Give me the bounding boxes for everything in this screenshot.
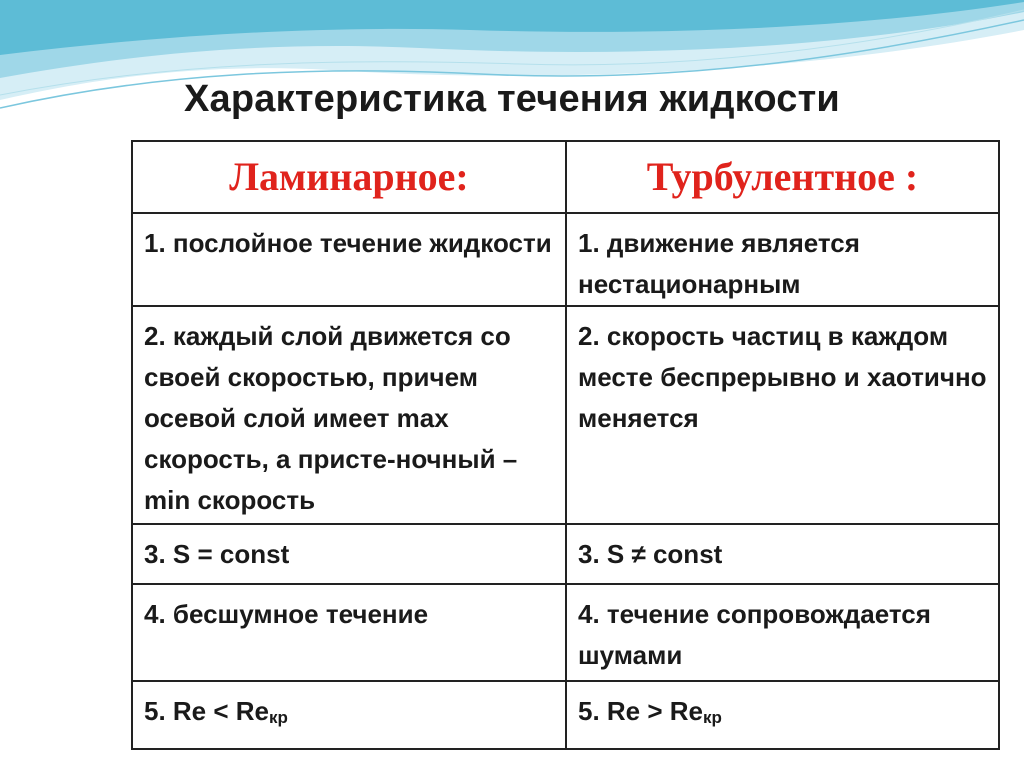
- header-laminar: Ламинарное:: [132, 141, 566, 213]
- page-title: Характеристика течения жидкости: [184, 78, 840, 120]
- reynolds-laminar-text: 5. Re < Re: [144, 696, 270, 726]
- cell-turbulent-4: 4. течение сопровождается шумами: [566, 584, 999, 681]
- cell-turbulent-5: [566, 681, 999, 749]
- cell-laminar-4: 4. бесшумное течение: [132, 584, 566, 681]
- cell-turbulent-3: 3. S ≠ const: [566, 524, 999, 584]
- reynolds-turbulent-subscript: кр: [703, 708, 722, 727]
- cell-laminar-1: 1. послойное течение жидкости: [132, 213, 566, 306]
- reynolds-turbulent-text: 5. Re > Re: [578, 696, 704, 726]
- table-row: [132, 681, 999, 749]
- table-header-row: [132, 141, 999, 213]
- cell-laminar-2: 2. каждый слой движется со своей скоростью, причем осевой слой имеет max скорость, а присте-ночный – min скорость: [132, 306, 566, 524]
- comparison-table: [131, 140, 1000, 750]
- cell-turbulent-2: 2. скорость частиц в каждом месте беспрерывно и хаотично меняется: [566, 306, 999, 524]
- header-turbulent: Турбулентное :: [566, 141, 999, 213]
- reynolds-laminar-subscript: кр: [269, 708, 288, 727]
- table-row: [132, 306, 999, 524]
- table-row: [132, 524, 999, 584]
- cell-laminar-3: 3. S = const: [132, 524, 566, 584]
- table-row: [132, 584, 999, 681]
- cell-turbulent-1: 1. движение является нестационарным: [566, 213, 999, 306]
- comparison-table-wrap: [131, 140, 998, 750]
- cell-laminar-5: [132, 681, 566, 749]
- table-row: [132, 213, 999, 306]
